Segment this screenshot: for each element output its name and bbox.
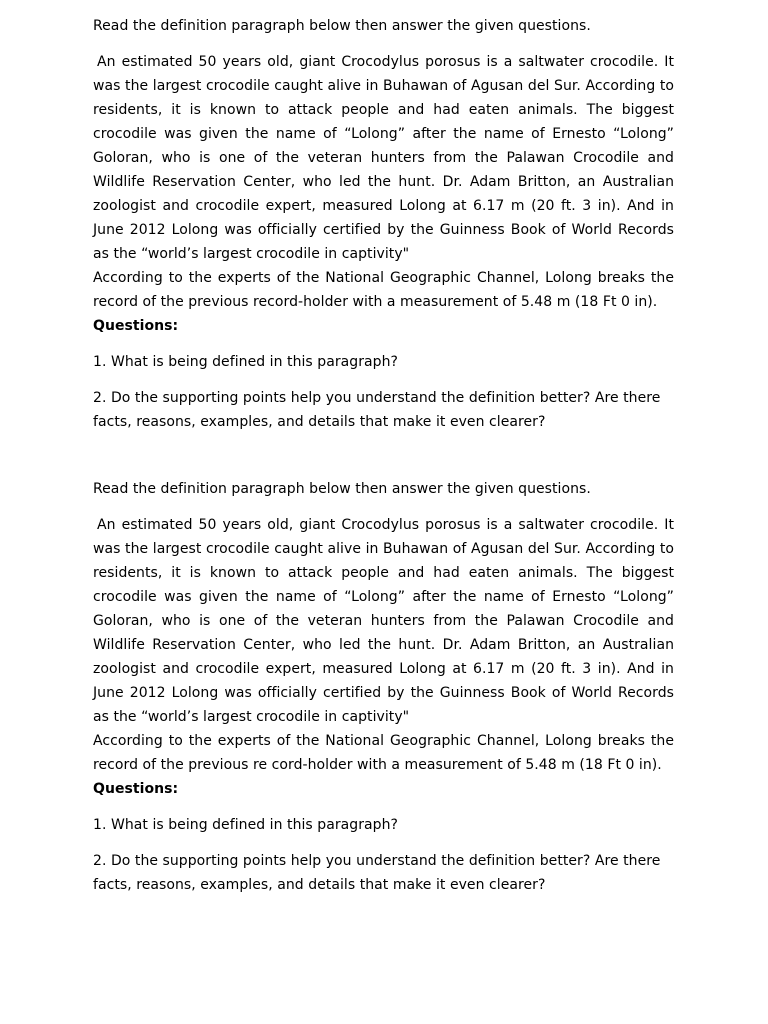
document-page	[93, 14, 674, 897]
questions-heading: Questions:	[93, 318, 179, 334]
definition-paragraph: An estimated 50 years old, giant Crocodylus porosus is a saltwater crocodile. It was the largest crocodile caught alive in Buhawan of Agusan del Sur. According to residents, it is known to attack people and had eaten animals. The biggest crocodile was given the name of “Lolong” after the name of Ernesto “Lolong” Goloran, who is one of the veteran hunters from the Palawan Crocodile and Wildlife Reservation Center, who led the hunt. Dr. Adam Britton, an Australian zoologist and crocodile expert, measured Lolong at 6.17 m (20 ft. 3 in). And in June 2012 Lolong was officially certified by the Guinness Book of World Records as the “world’s largest crocodile in captivity"	[93, 517, 674, 725]
question-2: 2. Do the supporting points help you understand the definition better? Are there facts, reasons, examples, and details that make it even clearer?	[93, 390, 661, 430]
exercise-section-2	[93, 477, 674, 897]
instruction-text: Read the definition paragraph below then answer the given questions.	[93, 481, 591, 497]
question-2: 2. Do the supporting points help you understand the definition better? Are there facts, reasons, examples, and details that make it even clearer?	[93, 853, 661, 893]
exercise-section-1	[93, 14, 674, 434]
question-1: 1. What is being defined in this paragraph?	[93, 817, 398, 833]
record-paragraph: According to the experts of the National Geographic Channel, Lolong breaks the record of the previous re cord-holder with a measurement of 5.48 m (18 Ft 0 in).	[93, 733, 674, 773]
instruction-text: Read the definition paragraph below then answer the given questions.	[93, 18, 591, 34]
questions-heading: Questions:	[93, 781, 179, 797]
definition-paragraph: An estimated 50 years old, giant Crocodylus porosus is a saltwater crocodile. It was the largest crocodile caught alive in Buhawan of Agusan del Sur. According to residents, it is known to attack people and had eaten animals. The biggest crocodile was given the name of “Lolong” after the name of Ernesto “Lolong” Goloran, who is one of the veteran hunters from the Palawan Crocodile and Wildlife Reservation Center, who led the hunt. Dr. Adam Britton, an Australian zoologist and crocodile expert, measured Lolong at 6.17 m (20 ft. 3 in). And in June 2012 Lolong was officially certified by the Guinness Book of World Records as the “world’s largest crocodile in captivity"	[93, 54, 674, 262]
question-1: 1. What is being defined in this paragraph?	[93, 354, 398, 370]
record-paragraph: According to the experts of the National Geographic Channel, Lolong breaks the record of the previous record-holder with a measurement of 5.48 m (18 Ft 0 in).	[93, 270, 674, 310]
